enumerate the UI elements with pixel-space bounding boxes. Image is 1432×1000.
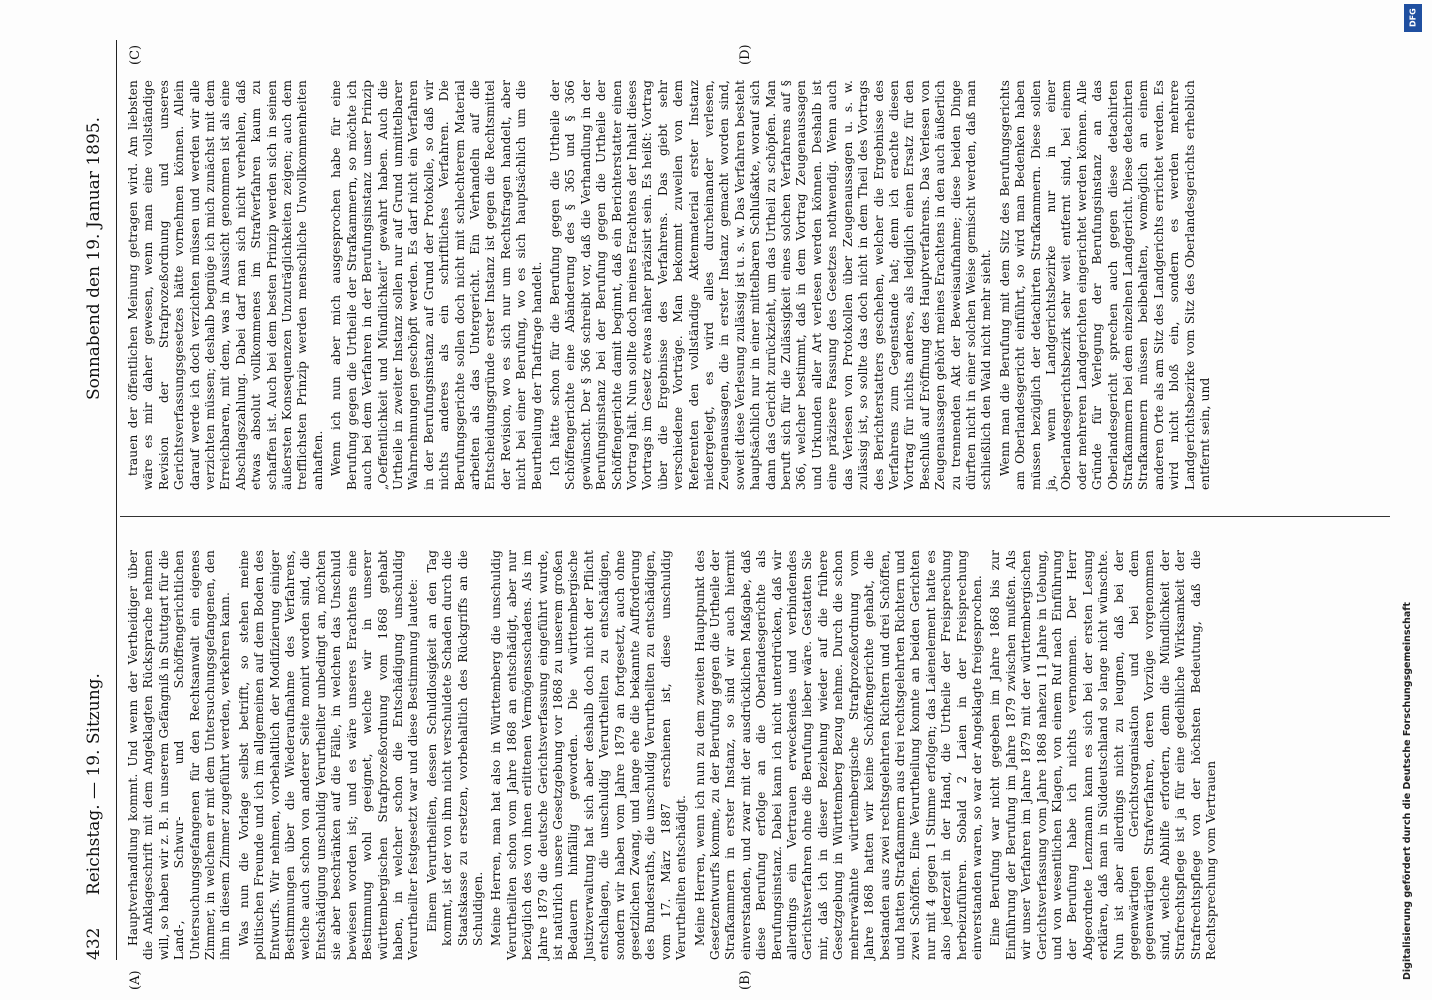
dfg-logo: DFG: [1404, 4, 1422, 32]
header-left-title: Reichstag. — 19. Sitzung.: [84, 673, 104, 896]
right-text-column: [126, 80, 1216, 490]
marker-d: (D): [738, 44, 753, 65]
paragraph: Wenn man die Berufung mit dem Sitz des Berufungsgerichts am Oberlandesgericht einführt, so wird man Bedenken haben müssen bezüglich der detachirten Strafkammern. Diese sollen ja, wenn Landgerichtsbezirke nur in einer Oberlandesgerichtsbezirk sehr weit entfernt sind, bei einem oder mehreren Landgerichten eingerichtet werden können. Alle Gründe für Verlegung der Berufungsinstanz an das Oberlandesgericht sprechen auch gegen diese detachirten Strafkammern bei dem einzelnen Landgericht. Diese detachirten Strafkammern müssen beibehalten, womöglich an einem anderen Orte als am Sitz des Landgerichts errichtet werden. Es wird nicht bloß ein, sondern es werden mehrere Landgerichtsbezirke vom Sitz des Oberlandesgerichts erheblich entfernt sein, und: [997, 80, 1213, 490]
paragraph: trauen der öffentlichen Meinung getragen wird. Am liebsten wäre es mir daher gewesen, wenn man eine vollständige Revision der Strafprozeßordnung und unseres Gerichtsverfassungsgesetzes hätte vornehmen können. Allein darauf werde ich doch verzichten müssen und werden wir alle verzichten müssen; deshalb begnüge ich mich zunächst mit dem Erreichbaren, mit dem, was in Aussicht genommen ist als eine Abschlagszahlung. Dabei darf man sich nicht verhehlen, daß etwas absolut vollkommenes im Strafverfahren kaum zu schaffen ist. Auch bei dem besten Prinzip werden sich in seinen äußersten Konsequenzen Unzuträglichkeiten zeigen; auch dem trefflichsten Prinzip werden menschliche Unvollkommenheiten anhaften.: [126, 80, 325, 490]
paragraph: Wenn ich nun aber mich ausgesprochen habe für eine Berufung gegen die Urtheile der Strafkammern, so möchte ich auch bei dem Verfahren in der Berufungsinstanz unser Prinzip „Oeffentlichkeit und Mündlichkeit“ gewahrt haben. Auch die Urtheile in zweiter Instanz sollen nur auf Grund unmittelbarer Wahrnehmungen geschöpft werden. Es darf nicht ein Verfahren in der Berufungsinstanz auf Grund der Protokolle, so daß wir nichts anderes als ein schriftliches Verfahren. Die Berufungsgerichte sollen doch nicht mit schlechterem Material arbeiten als das Untergericht. Ein Verhandeln auf die Entscheidungsgründe erster Instanz ist gegen die Rechtsmittel der Revision, wo es sich nur um Rechtsfragen handelt, aber nicht bei einer Berufung, wo es sich hauptsächlich um die Beurtheilung der Thatfrage handelt.: [329, 80, 544, 490]
credit-text: Digitalisierung gefördert durch die Deutsche Forschungsgemeinschaft: [1402, 602, 1413, 980]
paragraph: Hauptverhandlung kommt. Und wenn der Vertheidiger über die Anklageschrift mit dem Angeklagten Rücksprache nehmen will, so haben wir z. B. in unserem Gefängniß in Stuttgart für die Land-, Schwur- und Schöffengerichtlichen Untersuchungsgefangenen für den Rechtsanwalt ein eigenes Zimmer, in welchem er mit dem Untersuchungsgefangenen, den ihm in diesem Zimmer zugeführt werden, verkehren kann.: [126, 550, 233, 960]
left-text-column: [126, 550, 1222, 960]
paragraph: Meine Herren, man hat also in Württemberg die unschuldig Verurtheilten schon vom Jahre 1868 an entschädigt, aber nur bezüglich des von ihnen erlittenen Vermögensschadens. Als im Jahre 1879 die deutsche Gerichtsverfassung eingeführt wurde, ist natürlich unsere Gesetzgebung vor 1868 zu unserem großen Bedauern hinfällig geworden. Die württembergische Justizverwaltung hat sich aber deshalb doch nicht der Pflicht entschlagen, die unschuldig Verurtheilten zu entschädigen, sondern wir haben vom Jahre 1879 an fortgesetzt, auch ohne gesetzlichen Zwang, und lange ehe die bekannte Aufforderung des Bundesraths, die unschuldig Verurtheilten zu entschädigen, vom 17. März 1887 erschienen ist, diese unschuldig Verurtheilten entschädigt.: [489, 550, 689, 960]
marker-b: (B): [738, 970, 753, 990]
column-divider: [120, 516, 1390, 517]
page-header: [78, 40, 117, 960]
digitization-credit: [1402, 0, 1428, 1000]
marker-c: (C): [128, 44, 143, 65]
quoted-paragraph: Einem Verurtheilten, dessen Schuldlosigkeit an den Tag kommt, ist der von ihm nicht verschuldete Schaden durch die Staatskasse zu ersetzen, vorbehaltlich des Rückgriffs an die Schuldigen.: [424, 550, 485, 946]
paragraph: Eine Berufung war nicht gegeben im Jahre 1868 bis zur Einführung der Berufung im Jahre 1879 zwischen mußten. Als wir unser Verfahren im Jahre 1879 mit der württembergischen Gerichtsverfassung vom Jahre 1868 nahezu 11 Jahre in Uebung, und von wesentlichen Klagen, von einem Ruf nach Einführung der Berufung habe ich nichts vernommen. Der Herr Abgeordnete Lenzmann kann es sich bei der ersten Lesung erklären, daß man in Süddeutschland so lange nicht wünschte. Nun ist aber allerdings nicht zu leugnen, daß bei der gegenwärtigen Gerichtsorganisation und bei dem gegenwärtigen Strafverfahren, deren Vorzüge vorgenommen sind, welche Abhilfe erfordern, denn die Mündlichkeit der Strafrechtspflege ist ja für eine gedeihliche Wirksamkeit der Strafrechtspflege von der höchsten Bedeutung, daß die Rechtsprechung vom Vertrauen: [988, 550, 1219, 960]
header-center-title: Sonnabend den 19. Januar 1895.: [84, 116, 104, 400]
rotated-text-page: [78, 40, 1408, 990]
marker-a: (A): [128, 970, 143, 990]
paragraph: Meine Herren, wenn ich nun zu dem zweiten Hauptpunkt des Gesetzentwurfs komme, zu der Berufung gegen die Urtheile der Strafkammern in erster Instanz, so sind wir auch hiermit einverstanden, und zwar mit der ausdrücklichen Maßgabe, daß diese Berufung erfolge an die Oberlandesgerichte als Berufungsinstanz. Dabei kann ich nicht unterdrücken, daß wir allerdings ein Vertrauen erweckendes und verbindendes Gerichtsverfahren ohne die Berufung lieber wäre. Gestatten Sie mir, daß ich in dieser Beziehung wieder auf die frühere Gesetzgebung in Württemberg Bezug nehme. Durch die schon mehrerwähnte württembergische Strafprozeßordnung vom Jahre 1868 hatten wir keine Schöffengerichte gehabt, die bestanden aus zwei rechtsgelehrten Richtern und drei Schöffen, und hatten Strafkammern aus drei rechtsgelehrten Richtern und zwei Schöffen. Eine Verurtheilung konnte an beiden Gerichten nur mit 4 gegen 1 Stimme erfolgen; das Laienelement hatte es also jederzeit in der Hand, die Urtheile der Freisprechung herbeizuführen. Sobald 2 Laien in der Freisprechung einverstanden waren, so war der Angeklagte freigesprochen.: [692, 550, 984, 960]
paragraph: Ich hätte schon für die Berufung gegen die Urtheile der Schöffengerichte eine Abänderung des § 365 und § 366 gewünscht. Der § 366 schreibt vor, daß die Verhandlung in der Berufungsinstanz bei der Berufung gegen die Urtheile der Schöffengerichte damit beginnt, daß ein Berichterstatter einen Vortrag hält. Nun sollte doch meines Erachtens der Inhalt dieses Vortrags im Gesetz etwas näher präzisirt sein. Es heißt: Vortrag über die Ergebnisse des Verfahrens. Das giebt sehr verschiedene Vorträge. Man bekommt zuweilen von dem Referenten den vollständige Aktenmaterial erster Instanz niedergelegt, es wird alles durcheinander verlesen, Zeugenaussagen, die in erster Instanz gemacht worden sind, soweit diese Verlesung zulässig ist u. s. w. Das Verfahren besteht hauptsächlich nur in einer mittelbaren Schlußakte, worauf sich dann das Gericht zurückzieht, um das Urtheil zu schöpfen. Man beruft sich für die Zulässigkeit eines solchen Verfahrens auf § 366, welcher bestimmt, daß in dem Vortrag Zeugenaussagen und Urkunden aller Art verlesen werden können. Deshalb ist eine präzisere Fassung des Gesetzes nothwendig. Wenn auch das Verlesen von Protokollen über Zeugenaussagen u. s. w. zulässig ist, so sollte das doch nicht in dem Theil des Vortrags des Berichterstatters geschehen, welcher die Ergebnisse des Verfahrens zum Gegenstande hat; denn ich erachte diesen Vortrag für nichts anderes, als lediglich einen Ersatz für den Beschluß auf Eröffnung des Hauptverfahrens. Das Verlesen von Zeugenaussagen gehört meines Erachtens in den auch äußerlich zu trennenden Akt der Beweisaufnahme; diese beiden Dinge dürften nicht in einer solchen Weise gemischt werden, daß man schließlich den Wald nicht mehr sieht.: [547, 80, 994, 490]
paragraph: Was nun die Vorlage selbst betrifft, so stehen meine politischen Freunde und ich im allgemeinen auf dem Boden des Entwurfs. Wir nehmen, vorbehaltlich der Modifizierung einiger Bestimmungen über die Wiederaufnahme des Verfahrens, welche auch schon von anderer Seite monirt worden sind, die Entschädigung unschuldig Verurtheilter unbedingt an, möchten sie aber beschränken auf die Fälle, in welchen das Unschuld bewiesen worden ist; und es wäre unseres Erachtens eine Bestimmung wohl geeignet, welche wir in unserer württembergischen Strafprozeßordnung vom 1868 gehabt haben, in welcher schon die Entschädigung unschuldig Verurtheilter festgesetzt war und diese Bestimmung lautete:: [236, 550, 421, 960]
page-number: 432: [84, 927, 104, 960]
